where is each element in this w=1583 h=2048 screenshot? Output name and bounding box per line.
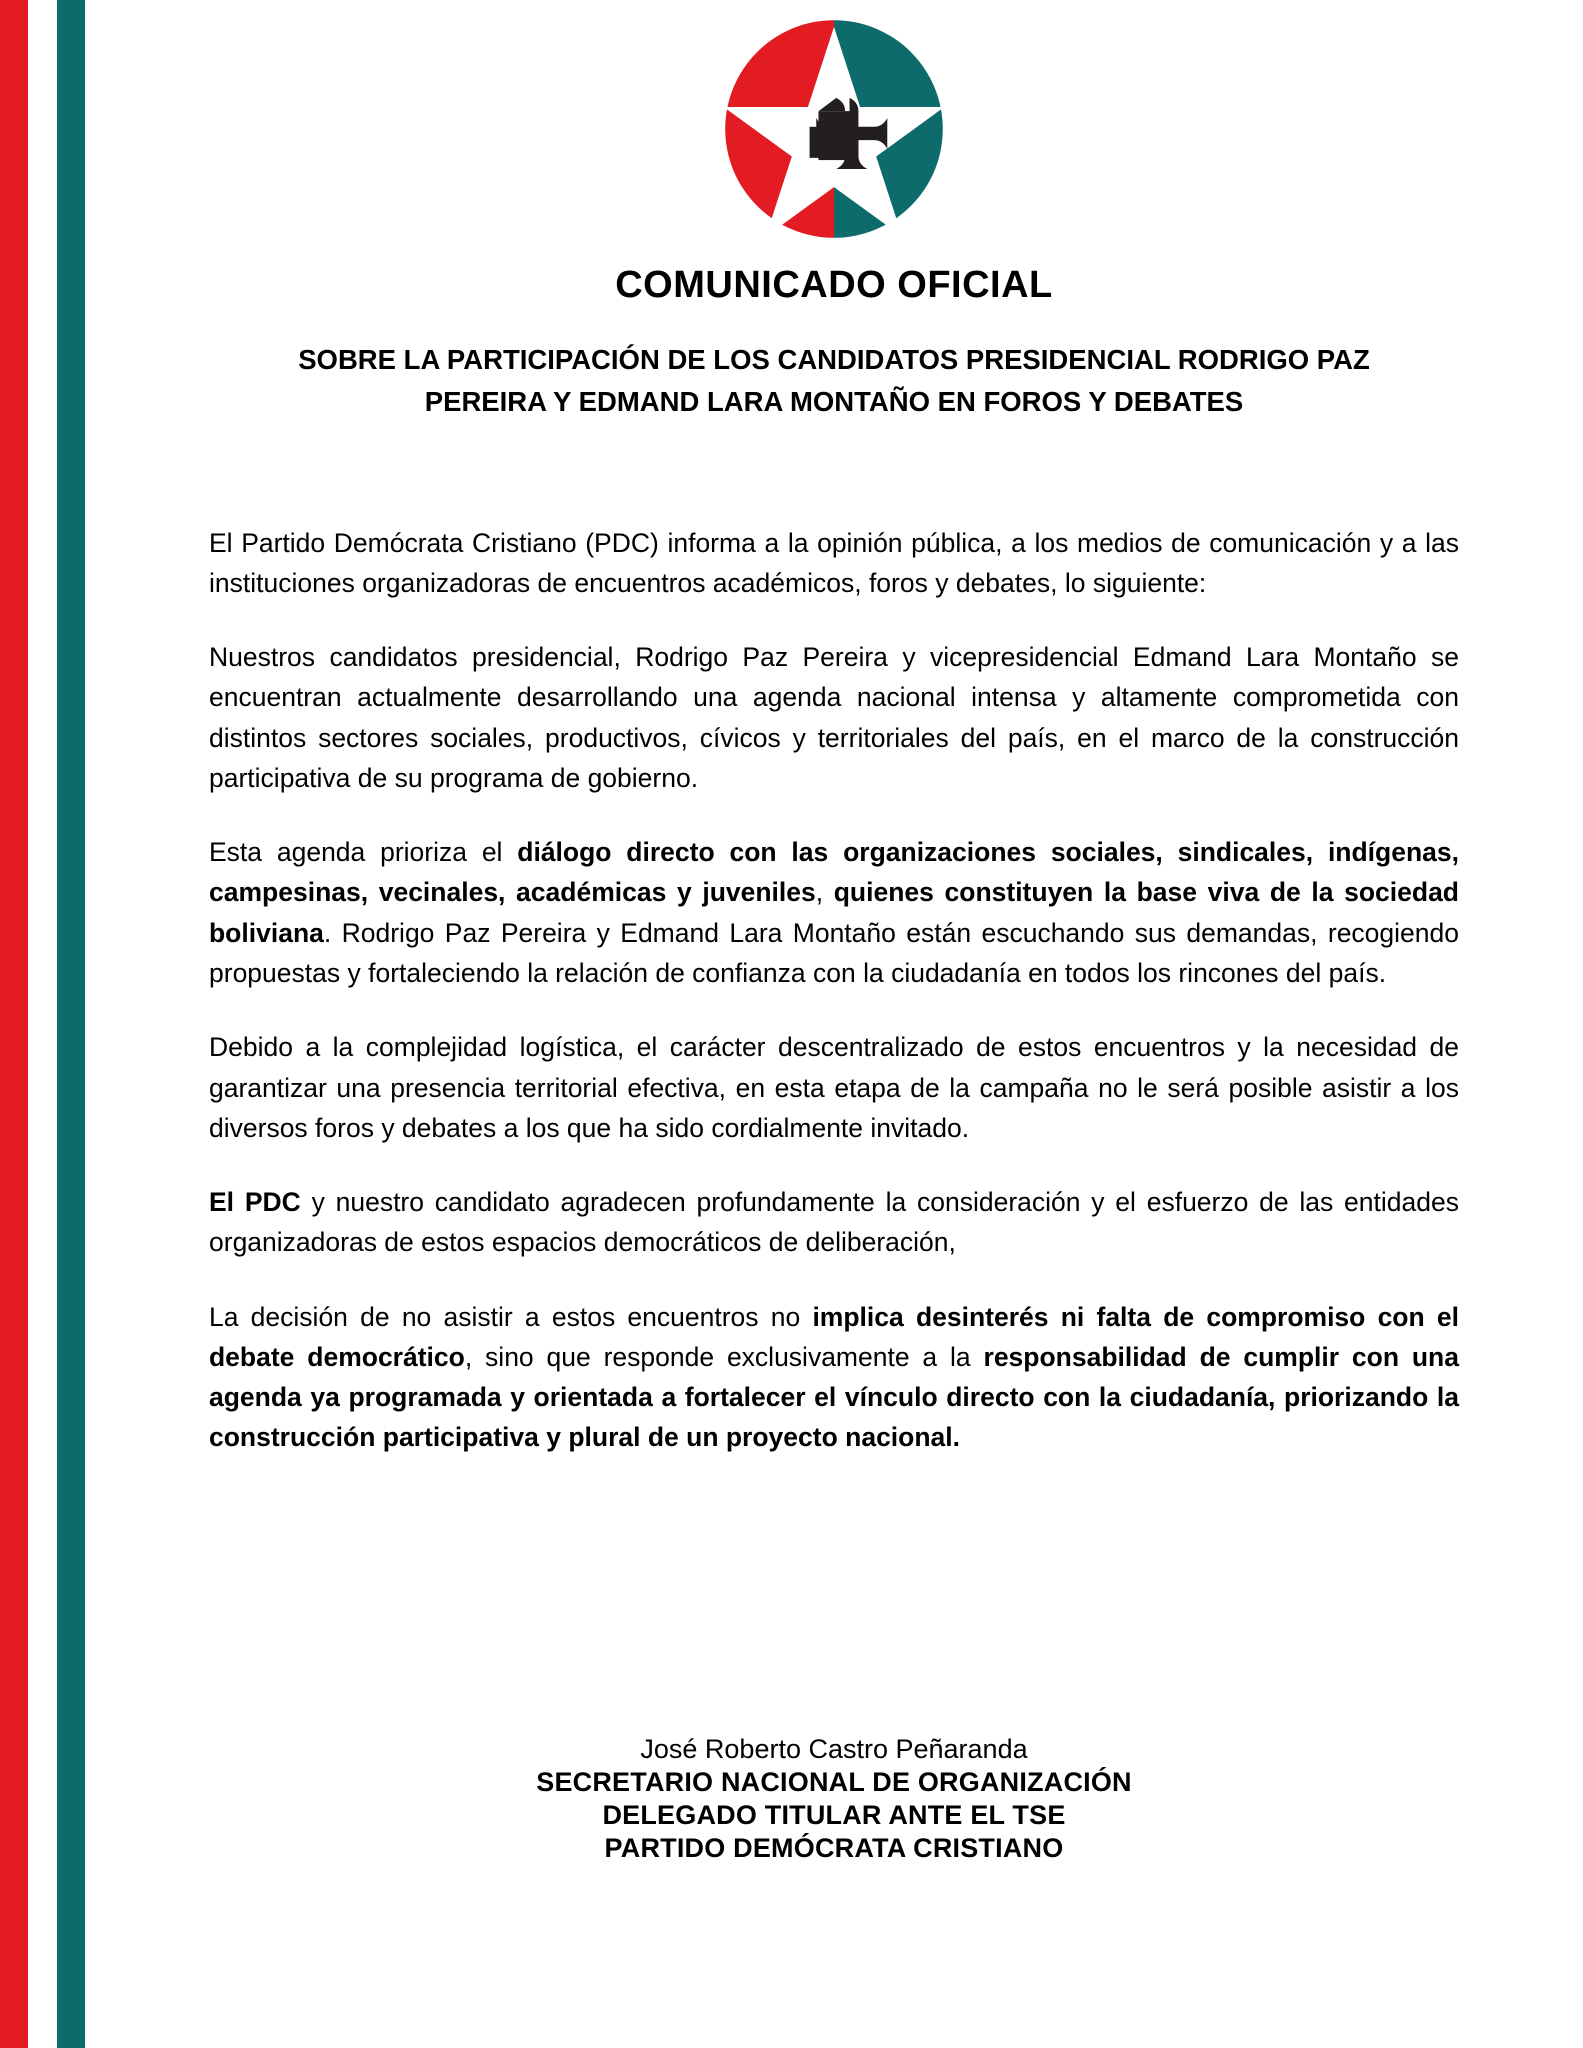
p6-bold-d: responsabilidad de cumplir con una agenda ya programada y orientada a fortalecer el vínculo directo con la ciudadanía, priorizando la construcción participativa y plural de un proyecto nacional.	[209, 1341, 1459, 1453]
p3-text-c: ,	[815, 877, 834, 908]
signatory-role-line-1: SECRETARIO NACIONAL DE ORGANIZACIÓN	[536, 1766, 1132, 1797]
paragraph-6	[209, 1297, 1459, 1458]
document-subtitle	[254, 339, 1414, 423]
p6-bold-b: implica desinterés ni falta de compromiso con el debate democrático	[209, 1301, 1459, 1372]
paragraph-3	[209, 832, 1459, 993]
p5-text-b: y nuestro candidato agradecen profundamente la consideración y el esfuerzo de las entidades organizadoras de estos espacios democráticos de deliberación,	[209, 1187, 1459, 1258]
signature-block	[85, 1733, 1583, 1865]
paragraph-4: Debido a la complejidad logística, el carácter descentralizado de estos encuentros y la necesidad de garantizar una presencia territorial efectiva, en esta etapa de la campaña no le será posible asistir a los diversos foros y debates a los que ha sido cordialmente invitado.	[209, 1032, 1459, 1143]
pdc-party-logo-icon	[723, 18, 945, 240]
paragraph-5	[209, 1182, 1459, 1263]
subtitle-line-1: SOBRE LA PARTICIPACIÓN DE LOS CANDIDATOS PRESIDENCIAL RODRIGO PAZ	[298, 344, 1370, 375]
document-content	[85, 0, 1583, 2048]
logo-container	[85, 0, 1583, 240]
paragraph-1: El Partido Demócrata Cristiano (PDC) informa a la opinión pública, a los medios de comunicación y a las instituciones organizadoras de encuentros académicos, foros y debates, lo siguiente:	[209, 527, 1459, 598]
p3-text-e: . Rodrigo Paz Pereira y Edmand Lara Montaño están escuchando sus demandas, recogiendo propuestas y fortaleciendo la relación de confianza con la ciudadanía en todos los rincones del país.	[209, 917, 1459, 988]
p6-text-a: La decisión de no asistir a estos encuentros no	[209, 1301, 813, 1332]
p3-bold-d: quienes constituyen la base viva de la sociedad boliviana	[209, 877, 1459, 948]
subtitle-line-2: PEREIRA Y EDMAND LARA MONTAÑO EN FOROS Y DEBATES	[424, 385, 1244, 417]
p3-text-a: Esta agenda prioriza el	[209, 837, 518, 868]
p6-text-c: , sino que responde exclusivamente a la	[464, 1341, 984, 1372]
left-teal-stripe	[57, 0, 85, 2048]
page-title: COMUNICADO OFICIAL	[615, 264, 1053, 306]
signatory-role-line-3: PARTIDO DEMÓCRATA CRISTIANO	[604, 1832, 1064, 1863]
signatory-role-line-2: DELEGADO TITULAR ANTE EL TSE	[602, 1799, 1066, 1830]
left-red-stripe	[0, 0, 28, 2048]
p5-bold-a: El PDC	[209, 1187, 301, 1218]
p3-bold-b: diálogo directo con las organizaciones sociales, sindicales, indígenas, campesinas, vecinales, académicas y juveniles	[209, 837, 1459, 908]
paragraph-2: Nuestros candidatos presidencial, Rodrigo Paz Pereira y vicepresidencial Edmand Lara Montaño se encuentran actualmente desarrollando una agenda nacional intensa y altamente comprometida con distintos sectores sociales, productivos, cívicos y territoriales del país, en el marco de la construcción participativa de su programa de gobierno.	[209, 642, 1459, 793]
document-body	[209, 423, 1459, 1458]
signatory-name: José Roberto Castro Peñaranda	[640, 1734, 1028, 1764]
